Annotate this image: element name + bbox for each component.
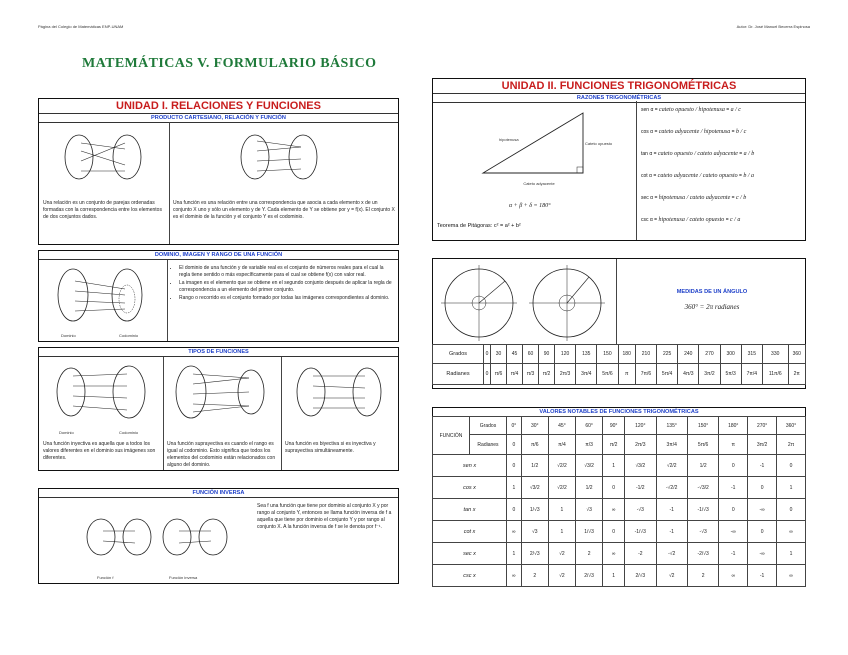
function-value-cell: 0 xyxy=(603,477,625,499)
domain-bullets xyxy=(171,265,395,303)
function-value-cell: √2 xyxy=(548,565,575,587)
triangle-adj-label: Cateto adyacente xyxy=(523,181,555,186)
relation-diagram xyxy=(53,127,153,187)
function-value-cell: -√3 xyxy=(687,521,718,543)
degree-cell: 0 xyxy=(484,345,491,364)
radian-cell: 5π/3 xyxy=(720,364,741,385)
degrees-row-label: Grados xyxy=(470,417,507,435)
function-value-cell: 1 xyxy=(603,565,625,587)
function-value-cell: ∞ xyxy=(603,543,625,565)
function-value-cell: 2/√3 xyxy=(576,565,603,587)
function-value-cell: 1 xyxy=(548,521,575,543)
function-value-cell: 0 xyxy=(777,455,806,477)
function-diagram xyxy=(229,127,329,187)
radian-header-cell: π xyxy=(719,435,748,455)
degree-cell: 330 xyxy=(762,345,788,364)
function-value-cell: ∞ xyxy=(603,499,625,521)
trig-subtitle: RAZONES TRIGONOMÉTRICAS xyxy=(433,93,805,103)
radian-cell: π/2 xyxy=(539,364,555,385)
function-value-cell: -2 xyxy=(625,543,656,565)
function-value-cell: ∞ xyxy=(507,521,522,543)
degree-cell: 135 xyxy=(576,345,597,364)
cartesian-panel xyxy=(38,98,399,245)
radian-cell: 5π/6 xyxy=(597,364,618,385)
function-value-cell: √2 xyxy=(656,565,687,587)
radian-cell: 11π/6 xyxy=(762,364,788,385)
radian-cell: 5π/4 xyxy=(657,364,678,385)
degree-header-cell: 0° xyxy=(507,417,522,435)
function-value-cell: 1/2 xyxy=(576,477,603,499)
notable-header-row xyxy=(433,435,806,455)
function-value-cell: 2/√3 xyxy=(625,565,656,587)
function-value-cell: ∞ xyxy=(719,565,748,587)
domain-label-dominio: Dominio xyxy=(61,333,76,338)
degree-cell: 30 xyxy=(491,345,507,364)
ratio-name: sen α xyxy=(641,107,654,113)
ratio-name: cot α xyxy=(641,173,652,179)
degree-cell: 270 xyxy=(699,345,720,364)
function-value-cell: 1 xyxy=(603,455,625,477)
degree-cell: 360 xyxy=(788,345,805,364)
angles-panel xyxy=(432,258,806,389)
degree-header-cell: 45° xyxy=(548,417,575,435)
function-value-cell: 0 xyxy=(719,499,748,521)
degree-cell: 300 xyxy=(720,345,741,364)
radian-header-cell: 3π/4 xyxy=(656,435,687,455)
domain-subtitle: DOMINIO, IMAGEN Y RANGO DE UNA FUNCIÓN xyxy=(39,251,398,260)
inverse-subtitle: FUNCIÓN INVERSA xyxy=(39,489,398,498)
ratio-def: cateto adyacente / cateto opuesto xyxy=(657,173,738,179)
angle-table-row xyxy=(433,345,806,364)
notable-values-table xyxy=(432,416,806,587)
ratio-name: csc α xyxy=(641,217,653,223)
degree-header-cell: 180° xyxy=(719,417,748,435)
radian-header-cell: π/3 xyxy=(576,435,603,455)
degree-cell: 45 xyxy=(507,345,523,364)
ratio-def: cateto opuesto / hipotenusa xyxy=(659,107,725,113)
types-panel xyxy=(38,347,399,471)
function-column-header: FUNCIÓN xyxy=(433,417,470,455)
types-label-dominio: Dominio xyxy=(59,430,74,435)
function-value-cell: -1 xyxy=(719,543,748,565)
trig-panel xyxy=(432,78,806,241)
function-value-cell: √2/2 xyxy=(548,477,575,499)
domain-diagram xyxy=(47,263,157,333)
radian-cell: 3π/2 xyxy=(699,364,720,385)
function-value-cell: 0 xyxy=(777,499,806,521)
types-subtitle: TIPOS DE FUNCIONES xyxy=(39,348,398,357)
cartesian-subtitle: PRODUCTO CARTESIANO, RELACIÓN Y FUNCIÓN xyxy=(39,113,398,123)
ratio-name: sec α xyxy=(641,195,654,201)
degree-header-cell: 270° xyxy=(748,417,777,435)
angle-row-label: Grados xyxy=(433,345,484,364)
radian-header-cell: π/2 xyxy=(603,435,625,455)
function-value-cell: 1 xyxy=(507,477,522,499)
notable-title: VALORES NOTABLES DE FUNCIONES TRIGONOMÉTRICAS xyxy=(433,408,805,417)
radian-header-cell: 2π/3 xyxy=(625,435,656,455)
angles-title: MEDIDAS DE UN ÁNGULO xyxy=(676,289,748,295)
radian-header-cell: 5π/6 xyxy=(687,435,718,455)
function-value-cell: -1/2 xyxy=(625,477,656,499)
degree-cell: 315 xyxy=(741,345,762,364)
function-value-cell: 0 xyxy=(719,455,748,477)
ratio-val: a / b xyxy=(743,151,755,157)
domain-panel xyxy=(38,250,399,342)
function-value-cell: √2/2 xyxy=(548,455,575,477)
function-value-cell: 2 xyxy=(521,565,548,587)
radian-cell: π/6 xyxy=(491,364,507,385)
degree-cell: 90 xyxy=(539,345,555,364)
function-name-cell: cos x xyxy=(433,477,507,499)
function-value-cell: -√2 xyxy=(656,543,687,565)
header-right: Autor: Dr. José Manuel Becerra Espinosa xyxy=(736,24,810,29)
radian-cell: π/3 xyxy=(523,364,539,385)
function-value-cell: ∞ xyxy=(777,521,806,543)
radian-header-cell: 3π/2 xyxy=(748,435,777,455)
function-value-cell: 1/2 xyxy=(687,455,718,477)
radian-header-cell: π/6 xyxy=(521,435,548,455)
ratio-name: tan α xyxy=(641,151,653,157)
function-value-cell: -∞ xyxy=(719,521,748,543)
function-value-cell: √3/2 xyxy=(521,477,548,499)
radian-header-cell: π/4 xyxy=(548,435,575,455)
degree-cell: 120 xyxy=(555,345,576,364)
function-value-cell: 2 xyxy=(576,543,603,565)
function-value-cell: -2/√3 xyxy=(687,543,718,565)
radian-header-cell: 0 xyxy=(507,435,522,455)
function-value-cell: √3 xyxy=(576,499,603,521)
function-value-cell: -1/√3 xyxy=(687,499,718,521)
function-value-cell: -∞ xyxy=(748,543,777,565)
degree-cell: 210 xyxy=(635,345,656,364)
domain-bullet: • Rango o recorrido es el conjunto formado por todas las imágenes correspondientes al dominio. xyxy=(179,295,395,302)
types-label-codominio: Codominio xyxy=(119,430,139,435)
injective-diagram xyxy=(47,362,157,428)
function-value-cell: 0 xyxy=(603,521,625,543)
ratio-val: c / b xyxy=(735,195,747,201)
degree-header-cell: 360° xyxy=(777,417,806,435)
function-name-cell: sec x xyxy=(433,543,507,565)
function-value-cell: 1/√3 xyxy=(576,521,603,543)
ratio-val: b / a xyxy=(743,173,755,179)
function-value-cell: 1 xyxy=(507,543,522,565)
domain-bullet: • El dominio de una función y de variable real es el conjunto de números reales para el cual la regla tiene sentido o más específicamente para el cual se obtiene f(x) con valor real. xyxy=(179,265,395,279)
function-value-cell: -√2/2 xyxy=(656,477,687,499)
function-value-cell: √3 xyxy=(521,521,548,543)
degree-header-cell: 135° xyxy=(656,417,687,435)
inverse-text: Sea f una función que tiene por dominio al conjunto X y por rango al conjunto Y, entonces se llama función inversa de f a aquella que tiene por dominio el conjunto Y y por rango al conjunto X. A la función inversa de f se le denota por f⁻¹. xyxy=(257,503,392,530)
notable-value-row xyxy=(433,455,806,477)
function-value-cell: 0 xyxy=(507,499,522,521)
degree-header-cell: 60° xyxy=(576,417,603,435)
degree-header-cell: 90° xyxy=(603,417,625,435)
notable-panel xyxy=(432,407,806,587)
degree-header-cell: 30° xyxy=(521,417,548,435)
degree-cell: 180 xyxy=(618,345,635,364)
radian-header-cell: 2π xyxy=(777,435,806,455)
function-value-cell: -1 xyxy=(656,521,687,543)
function-value-cell: 0 xyxy=(748,521,777,543)
radian-cell: 2π/3 xyxy=(555,364,576,385)
inverse-panel xyxy=(38,488,399,584)
function-value-cell: -√3 xyxy=(625,499,656,521)
notable-value-row xyxy=(433,477,806,499)
inverse-label-f: Función f xyxy=(97,575,114,580)
degree-cell: 225 xyxy=(657,345,678,364)
angle-row-label: Radianes xyxy=(433,364,484,385)
unit2-title: UNIDAD II. FUNCIONES TRIGONOMÉTRICAS xyxy=(501,80,737,92)
function-value-cell: ∞ xyxy=(777,565,806,587)
function-value-cell: 1 xyxy=(777,543,806,565)
notable-value-row xyxy=(433,543,806,565)
function-value-cell: -√3/2 xyxy=(687,477,718,499)
function-name-cell: sen x xyxy=(433,455,507,477)
surjective-text: Una función suprayectiva es cuando el rango es igual al codominio. Esto significa que todos los elementos del codominio están relacionados con alguno del dominio. xyxy=(167,441,276,468)
domain-bullet: • La imagen es el elemento que se obtiene en el segundo conjunto después de aplicar la regla de correspondencia a un elemento del primer conjunto. xyxy=(179,280,395,294)
function-value-cell: -1/√3 xyxy=(625,521,656,543)
notable-value-row xyxy=(433,521,806,543)
bijective-diagram xyxy=(285,362,395,428)
degree-cell: 240 xyxy=(678,345,699,364)
degree-header-cell: 150° xyxy=(687,417,718,435)
radian-cell: 4π/3 xyxy=(678,364,699,385)
ratio-val: a / c xyxy=(730,107,741,113)
radian-cell: 3π/4 xyxy=(576,364,597,385)
ratio-name: cos α xyxy=(641,129,654,135)
function-text: Una función es una relación entre una correspondencia que asocia a cada elemento x de un conjunto X uno y sólo un elemento y de Y. Cada elemento de Y se obtiene por y = f(x). El conjunto X es el dominio de la función y el conjunto Y es el codominio. xyxy=(173,200,395,220)
function-value-cell: 1 xyxy=(777,477,806,499)
domain-label-codominio: Codominio xyxy=(119,333,139,338)
function-value-cell: -∞ xyxy=(748,499,777,521)
ratio-list: sen α = cateto opuesto / hipotenusa = a / c cos α = cateto adyacente / hipotenusa = b / c tan α = cateto opuesto / cateto adyacente = a / b cot α = cateto adyacente / cateto opuesto = b / a sec α = hipotenusa / cateto adyacente = c / b csc α = hipotenusa / cateto opuesto = c / a xyxy=(641,107,755,223)
radian-cell: π/4 xyxy=(507,364,523,385)
ratio-val: c / a xyxy=(730,217,741,223)
radian-cell: 0 xyxy=(484,364,491,385)
function-value-cell: √2/2 xyxy=(656,455,687,477)
ratio-def: hipotenusa / cateto opuesto xyxy=(658,217,725,223)
triangle-opp-label: Cateto opuesto xyxy=(585,141,613,146)
radian-cell: 2π xyxy=(788,364,805,385)
surjective-diagram xyxy=(167,362,277,428)
angle-circles-diagram xyxy=(439,263,611,343)
angle-table-row xyxy=(433,364,806,385)
function-value-cell: 2 xyxy=(687,565,718,587)
injective-text: Una función inyectiva es aquella que a todos los valores diferentes en el dominio sus imágenes son diferentes. xyxy=(43,441,156,461)
unit1-title: UNIDAD I. RELACIONES Y FUNCIONES xyxy=(116,100,321,112)
function-value-cell: √2 xyxy=(548,543,575,565)
triangle-hyp-label: hipotenusa xyxy=(499,137,519,142)
function-value-cell: 1/2 xyxy=(521,455,548,477)
function-name-cell: csc x xyxy=(433,565,507,587)
degree-header-cell: 120° xyxy=(625,417,656,435)
function-name-cell: cot x xyxy=(433,521,507,543)
ratio-def: cateto opuesto / cateto adyacente xyxy=(657,151,738,157)
degree-cell: 60 xyxy=(523,345,539,364)
function-value-cell: √3/2 xyxy=(576,455,603,477)
ratio-val: b / c xyxy=(735,129,747,135)
notable-header-row xyxy=(433,417,806,435)
header-left: Página del Colegio de Matemáticas ENP-UNAM xyxy=(38,24,124,29)
radian-cell: 7π/4 xyxy=(741,364,762,385)
radians-row-label: Radianes xyxy=(470,435,507,455)
ratio-def: cateto adyacente / hipotenusa xyxy=(658,129,731,135)
inverse-label-finv: Función inversa xyxy=(169,575,198,580)
ratio-def: hipotenusa / cateto adyacente xyxy=(658,195,731,201)
function-value-cell: -1 xyxy=(656,499,687,521)
function-value-cell: √3/2 xyxy=(625,455,656,477)
angle-sum-formula: α + β + δ = 180° xyxy=(509,203,551,209)
function-value-cell: -1 xyxy=(719,477,748,499)
function-value-cell: 0 xyxy=(748,477,777,499)
notable-value-row xyxy=(433,499,806,521)
function-value-cell: 1 xyxy=(548,499,575,521)
inverse-diagram xyxy=(79,503,239,571)
function-value-cell: 0 xyxy=(507,455,522,477)
degree-cell: 150 xyxy=(597,345,618,364)
notable-value-row xyxy=(433,565,806,587)
radian-cell: π xyxy=(618,364,635,385)
function-name-cell: tan x xyxy=(433,499,507,521)
page-title: MATEMÁTICAS V. FORMULARIO BÁSICO xyxy=(82,56,377,71)
bijective-text: Una función es biyectiva si es inyectiva y suprayectiva simultáneamente. xyxy=(285,441,376,454)
pythagoras-formula: Teorema de Pitágoras: c² = a² + b² xyxy=(437,223,521,229)
angle-conversion-table xyxy=(432,344,806,385)
function-value-cell: 2/√3 xyxy=(521,543,548,565)
function-value-cell: -1 xyxy=(748,565,777,587)
function-value-cell: -1 xyxy=(748,455,777,477)
angles-formula: 360° = 2π radianes xyxy=(684,303,740,311)
relation-text: Una relación es un conjunto de parejas ordenadas formadas con la correspondencia entre los elementos de dos conjuntos dados. xyxy=(43,200,162,220)
radian-cell: 7π/6 xyxy=(635,364,656,385)
function-value-cell: ∞ xyxy=(507,565,522,587)
function-value-cell: 1/√3 xyxy=(521,499,548,521)
